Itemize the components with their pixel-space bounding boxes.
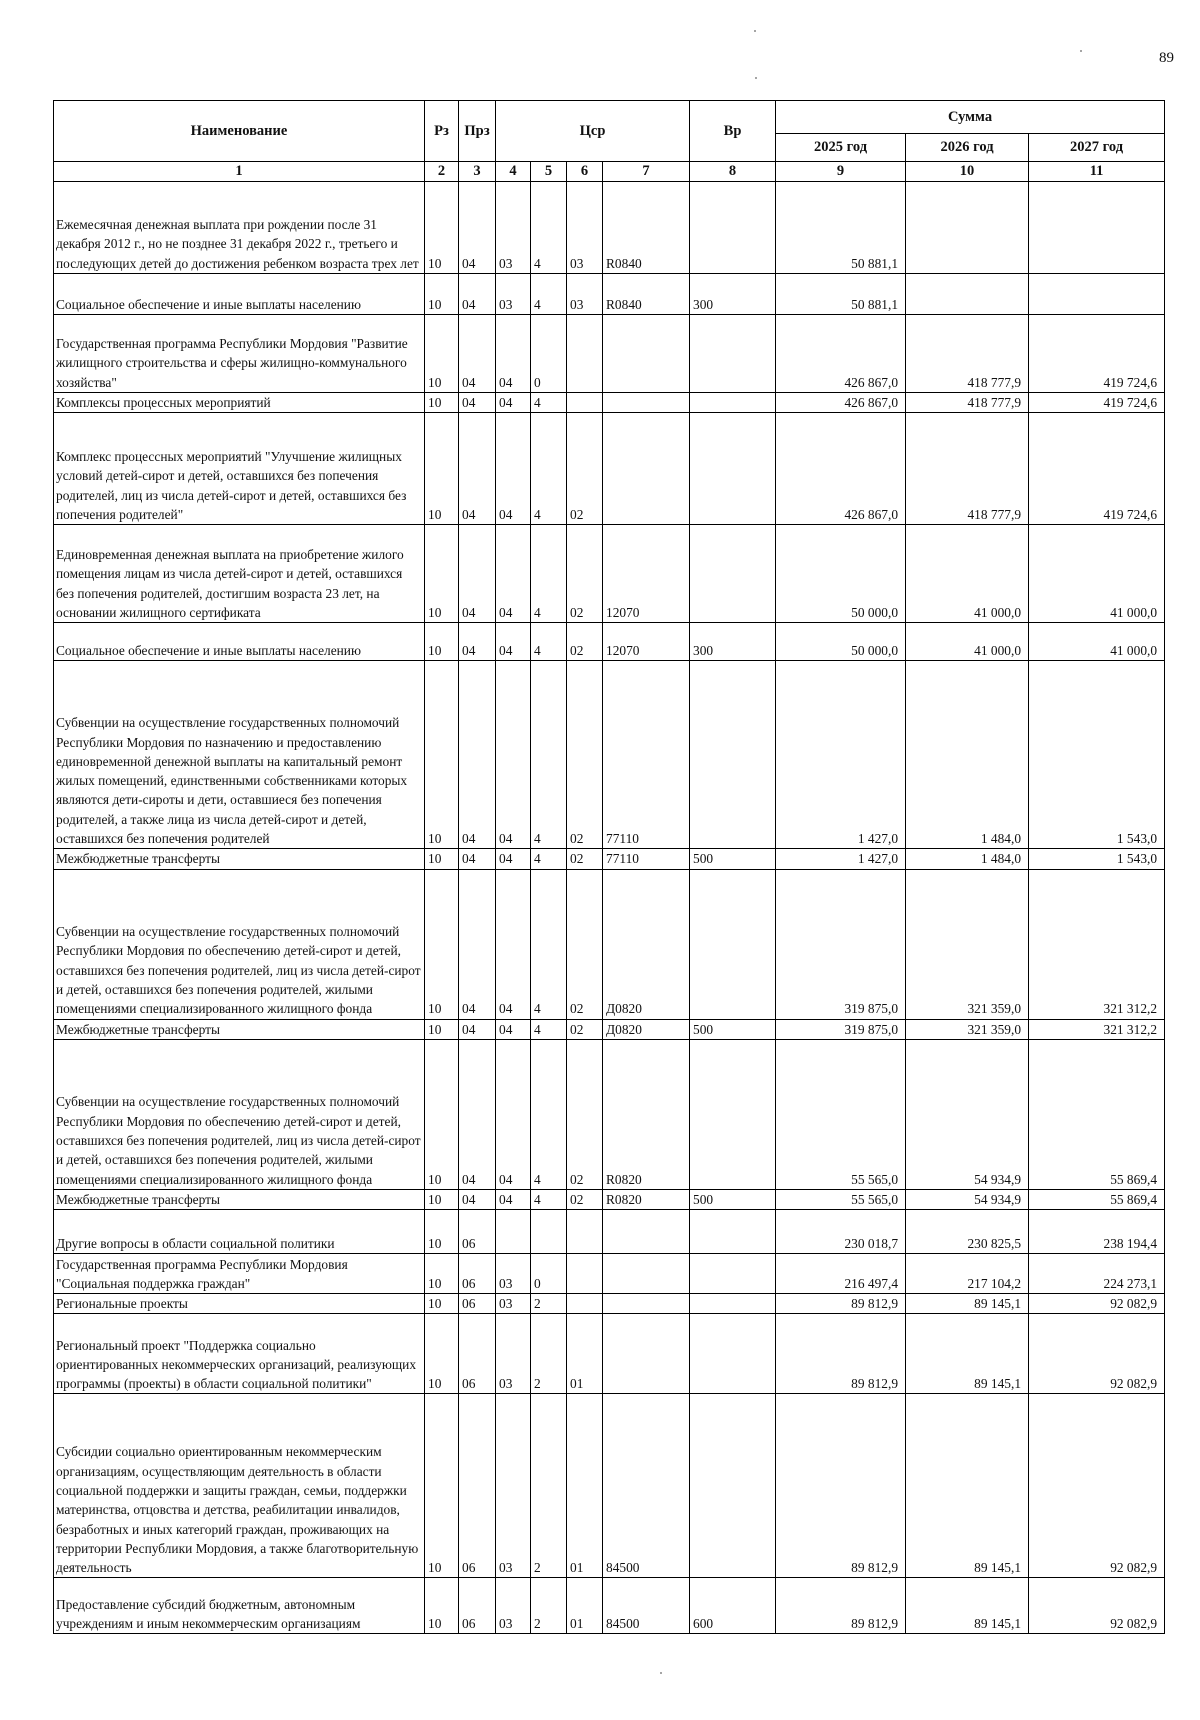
row-csr-program: 04 [496,315,531,393]
row-csr-type: 4 [531,274,567,315]
row-csr-structure: 03 [567,274,603,315]
row-name: Другие вопросы в области социальной политики [54,1210,425,1254]
row-csr-structure [567,315,603,393]
row-csr-direction: 77110 [603,661,690,849]
row-prz: 04 [459,623,496,661]
scan-speck [1080,50,1082,52]
row-sum-2026: 89 145,1 [906,1314,1029,1394]
row-sum-2027: 41 000,0 [1029,525,1165,623]
table-row [54,315,1165,393]
row-name: Межбюджетные трансферты [54,849,425,869]
row-vr [690,1254,776,1294]
row-sum-2026: 418 777,9 [906,393,1029,413]
row-csr-program: 04 [496,413,531,525]
col-number: 5 [531,162,567,182]
budget-table [53,100,1165,1634]
row-prz: 04 [459,849,496,869]
row-csr-structure: 01 [567,1314,603,1394]
header-rz: Рз [425,101,459,162]
row-name: Государственная программа Республики Мордовия "Социальная поддержка граждан" [54,1254,425,1294]
row-sum-2026: 418 777,9 [906,413,1029,525]
row-vr: 300 [690,274,776,315]
row-csr-direction: R0820 [603,1189,690,1209]
row-csr-structure: 02 [567,849,603,869]
row-csr-type: 2 [531,1314,567,1394]
row-sum-2026: 1 484,0 [906,849,1029,869]
row-prz: 04 [459,869,496,1019]
row-name: Государственная программа Республики Мордовия "Развитие жилищного строительства и сферы жилищно-коммунального хозяйства" [54,315,425,393]
row-prz: 06 [459,1578,496,1634]
row-csr-direction: 12070 [603,623,690,661]
row-prz: 04 [459,661,496,849]
row-prz: 04 [459,315,496,393]
row-sum-2026: 41 000,0 [906,525,1029,623]
row-csr-type: 4 [531,1039,567,1189]
row-csr-direction [603,1210,690,1254]
row-sum-2027: 92 082,9 [1029,1314,1165,1394]
row-sum-2027: 1 543,0 [1029,661,1165,849]
row-sum-2027: 419 724,6 [1029,393,1165,413]
scan-speck [660,1672,662,1674]
row-sum-2025: 426 867,0 [776,393,906,413]
row-csr-structure [567,1294,603,1314]
header-name: Наименование [54,101,425,162]
row-prz: 06 [459,1314,496,1394]
row-name: Региональный проект "Поддержка социально ориентированных некоммерческих организаций, реализующих программы (проекты) в области социальной политики" [54,1314,425,1394]
row-prz: 06 [459,1210,496,1254]
row-rz: 10 [425,525,459,623]
row-csr-direction: R0840 [603,274,690,315]
row-prz: 04 [459,393,496,413]
row-prz: 04 [459,525,496,623]
row-vr [690,182,776,274]
row-csr-type: 4 [531,413,567,525]
table-row [54,869,1165,1019]
row-rz: 10 [425,1189,459,1209]
row-sum-2025: 426 867,0 [776,413,906,525]
row-vr: 300 [690,623,776,661]
row-name: Субвенции на осуществление государственных полномочий Республики Мордовия по обеспечению детей-сирот и детей, оставшихся без попечения родителей, лиц из числа детей-сирот и детей, оставшихся без попечения родителей, жилыми помещениями специализированного жилищного фонда [54,869,425,1019]
row-vr [690,393,776,413]
row-rz: 10 [425,849,459,869]
col-number: 2 [425,162,459,182]
row-sum-2027: 419 724,6 [1029,413,1165,525]
table-row [54,1039,1165,1189]
row-prz: 06 [459,1254,496,1294]
row-rz: 10 [425,869,459,1019]
row-sum-2026 [906,182,1029,274]
row-csr-program: 03 [496,1294,531,1314]
row-csr-program: 04 [496,849,531,869]
row-csr-structure: 02 [567,1039,603,1189]
row-csr-program: 03 [496,1394,531,1578]
table-row [54,1394,1165,1578]
row-sum-2027: 419 724,6 [1029,315,1165,393]
row-csr-type: 2 [531,1578,567,1634]
row-vr [690,1039,776,1189]
table-row [54,1210,1165,1254]
row-rz: 10 [425,1019,459,1039]
row-vr: 500 [690,1189,776,1209]
row-prz: 04 [459,1039,496,1189]
row-vr [690,1294,776,1314]
row-rz: 10 [425,1039,459,1189]
row-sum-2025: 319 875,0 [776,869,906,1019]
row-sum-2027: 92 082,9 [1029,1578,1165,1634]
row-rz: 10 [425,661,459,849]
row-csr-type: 4 [531,849,567,869]
row-csr-program: 03 [496,1314,531,1394]
row-csr-structure: 01 [567,1578,603,1634]
row-name: Межбюджетные трансферты [54,1189,425,1209]
row-name: Единовременная денежная выплата на приобретение жилого помещения лицам из числа детей-сирот и детей, оставшихся без попечения родителей, достигшим возраста 23 лет, на основании жилищного сертификата [54,525,425,623]
row-sum-2026: 54 934,9 [906,1189,1029,1209]
row-sum-2025: 426 867,0 [776,315,906,393]
row-csr-type: 4 [531,1189,567,1209]
table-body [54,182,1165,1634]
table-row [54,1578,1165,1634]
scan-speck [755,77,757,79]
header-prz: Прз [459,101,496,162]
row-name: Региональные проекты [54,1294,425,1314]
row-sum-2026: 321 359,0 [906,869,1029,1019]
row-rz: 10 [425,1394,459,1578]
row-sum-2026: 230 825,5 [906,1210,1029,1254]
row-sum-2025: 1 427,0 [776,849,906,869]
row-sum-2026: 54 934,9 [906,1039,1029,1189]
row-csr-structure: 02 [567,869,603,1019]
row-name: Комплекс процессных мероприятий "Улучшение жилищных условий детей-сирот и детей, оставшихся без попечения родителей, лиц из числа детей-сирот и детей, оставшихся без попечения родителей" [54,413,425,525]
row-sum-2025: 216 497,4 [776,1254,906,1294]
header-year-2027: 2027 год [1029,134,1165,162]
row-sum-2025: 89 812,9 [776,1578,906,1634]
row-vr [690,413,776,525]
row-csr-program: 04 [496,869,531,1019]
row-csr-structure: 02 [567,525,603,623]
row-csr-type: 4 [531,869,567,1019]
row-sum-2027: 55 869,4 [1029,1189,1165,1209]
row-prz: 04 [459,274,496,315]
row-name: Социальное обеспечение и иные выплаты населению [54,623,425,661]
col-number: 9 [776,162,906,182]
row-csr-type: 4 [531,1019,567,1039]
header-sum: Сумма [776,101,1165,134]
row-rz: 10 [425,623,459,661]
row-csr-program: 04 [496,1039,531,1189]
row-csr-program: 04 [496,1189,531,1209]
row-csr-structure: 02 [567,661,603,849]
col-number: 3 [459,162,496,182]
header-year-2026: 2026 год [906,134,1029,162]
row-sum-2026: 89 145,1 [906,1394,1029,1578]
row-csr-structure [567,1254,603,1294]
header-vr: Вр [690,101,776,162]
row-csr-structure: 02 [567,413,603,525]
row-csr-program: 03 [496,182,531,274]
row-vr [690,1394,776,1578]
row-csr-structure: 02 [567,1189,603,1209]
header-year-2025: 2025 год [776,134,906,162]
row-rz: 10 [425,1578,459,1634]
row-sum-2027 [1029,274,1165,315]
row-sum-2025: 50 881,1 [776,182,906,274]
row-sum-2027 [1029,182,1165,274]
row-rz: 10 [425,1314,459,1394]
row-vr [690,869,776,1019]
row-prz: 06 [459,1394,496,1578]
row-csr-program: 04 [496,661,531,849]
row-sum-2025: 55 565,0 [776,1039,906,1189]
row-csr-type: 0 [531,1254,567,1294]
row-sum-2027: 41 000,0 [1029,623,1165,661]
row-csr-type [531,1210,567,1254]
row-csr-type: 4 [531,525,567,623]
row-csr-program: 04 [496,393,531,413]
row-sum-2026: 41 000,0 [906,623,1029,661]
row-vr: 600 [690,1578,776,1634]
table-row [54,1294,1165,1314]
row-sum-2026: 1 484,0 [906,661,1029,849]
row-vr: 500 [690,849,776,869]
row-csr-type: 0 [531,315,567,393]
row-sum-2025: 89 812,9 [776,1394,906,1578]
row-csr-direction [603,413,690,525]
row-csr-direction [603,1314,690,1394]
row-csr-type: 4 [531,661,567,849]
row-csr-structure [567,393,603,413]
row-sum-2025: 230 018,7 [776,1210,906,1254]
row-vr [690,315,776,393]
row-rz: 10 [425,393,459,413]
row-sum-2026: 321 359,0 [906,1019,1029,1039]
row-name: Субвенции на осуществление государственных полномочий Республики Мордовия по обеспечению детей-сирот и детей, оставшихся без попечения родителей, лиц из числа детей-сирот и детей, оставшихся без попечения родителей, жилыми помещениями специализированного жилищного фонда [54,1039,425,1189]
col-number: 4 [496,162,531,182]
row-sum-2027: 321 312,2 [1029,1019,1165,1039]
scan-speck [754,30,756,32]
col-number: 10 [906,162,1029,182]
row-csr-direction: 12070 [603,525,690,623]
row-csr-structure [567,1210,603,1254]
row-sum-2027: 1 543,0 [1029,849,1165,869]
row-sum-2025: 50 000,0 [776,525,906,623]
row-sum-2027: 321 312,2 [1029,869,1165,1019]
row-sum-2027: 238 194,4 [1029,1210,1165,1254]
row-name: Субсидии социально ориентированным некоммерческим организациям, осуществляющим деятельность в области социальной поддержки и защиты граждан, семьи, поддержки материнства, отцовства и детства, реабилитации инвалидов, безработных и иных категорий граждан, проживающих на территории Республики Мордовия, а также благотворительную деятельность [54,1394,425,1578]
row-csr-program: 04 [496,623,531,661]
row-rz: 10 [425,1254,459,1294]
row-csr-direction: R0840 [603,182,690,274]
row-csr-structure: 03 [567,182,603,274]
table-row [54,623,1165,661]
row-sum-2026: 89 145,1 [906,1578,1029,1634]
row-name: Ежемесячная денежная выплата при рождении после 31 декабря 2012 г., но не позднее 31 декабря 2022 г., третьего и последующих детей до достижения ребенком возраста трех лет [54,182,425,274]
row-csr-program: 03 [496,1578,531,1634]
row-sum-2025: 89 812,9 [776,1294,906,1314]
col-number: 1 [54,162,425,182]
row-rz: 10 [425,1210,459,1254]
page-number: 89 [1159,50,1174,66]
row-sum-2026: 89 145,1 [906,1294,1029,1314]
table-row [54,1314,1165,1394]
row-csr-program: 04 [496,1019,531,1039]
table-row [54,661,1165,849]
table-row [54,182,1165,274]
table-row [54,393,1165,413]
row-sum-2027: 92 082,9 [1029,1394,1165,1578]
row-sum-2026: 217 104,2 [906,1254,1029,1294]
row-csr-type: 2 [531,1394,567,1578]
row-rz: 10 [425,1294,459,1314]
table-row [54,1019,1165,1039]
row-prz: 04 [459,1019,496,1039]
row-sum-2025: 50 000,0 [776,623,906,661]
row-vr [690,525,776,623]
row-csr-program [496,1210,531,1254]
row-csr-type: 4 [531,182,567,274]
row-csr-direction [603,1294,690,1314]
row-csr-program: 04 [496,525,531,623]
table-row [54,413,1165,525]
table-row [54,525,1165,623]
row-csr-direction: 77110 [603,849,690,869]
row-sum-2027: 55 869,4 [1029,1039,1165,1189]
row-csr-type: 4 [531,623,567,661]
row-sum-2027: 92 082,9 [1029,1294,1165,1314]
row-sum-2025: 1 427,0 [776,661,906,849]
row-csr-structure: 01 [567,1394,603,1578]
row-csr-structure: 02 [567,1019,603,1039]
row-rz: 10 [425,274,459,315]
row-sum-2025: 319 875,0 [776,1019,906,1039]
row-rz: 10 [425,413,459,525]
row-name: Социальное обеспечение и иные выплаты населению [54,274,425,315]
row-csr-type: 4 [531,393,567,413]
row-rz: 10 [425,315,459,393]
row-sum-2025: 50 881,1 [776,274,906,315]
header-csr: Цср [496,101,690,162]
col-number: 8 [690,162,776,182]
row-prz: 04 [459,182,496,274]
row-vr [690,661,776,849]
row-sum-2025: 55 565,0 [776,1189,906,1209]
table-row [54,274,1165,315]
row-csr-direction: 84500 [603,1578,690,1634]
row-csr-direction: Д0820 [603,1019,690,1039]
row-csr-direction: Д0820 [603,869,690,1019]
row-rz: 10 [425,182,459,274]
col-number: 6 [567,162,603,182]
table-row [54,849,1165,869]
col-number: 7 [603,162,690,182]
row-sum-2027: 224 273,1 [1029,1254,1165,1294]
row-vr [690,1314,776,1394]
row-vr [690,1210,776,1254]
row-name: Межбюджетные трансферты [54,1019,425,1039]
row-name: Субвенции на осуществление государственных полномочий Республики Мордовия по назначению и предоставлению единовременной денежной выплаты на капитальный ремонт жилых помещений, единственными собственниками которых являются дети-сироты и дети, оставшиеся без попечения родителей, а также лица из числа детей-сирот и детей, оставшихся без попечения родителей [54,661,425,849]
row-csr-program: 03 [496,274,531,315]
col-number: 11 [1029,162,1165,182]
row-csr-type: 2 [531,1294,567,1314]
row-vr: 500 [690,1019,776,1039]
row-prz: 04 [459,413,496,525]
row-sum-2026 [906,274,1029,315]
row-csr-direction [603,1254,690,1294]
row-csr-direction: 84500 [603,1394,690,1578]
row-csr-direction [603,315,690,393]
row-prz: 04 [459,1189,496,1209]
row-name: Предоставление субсидий бюджетным, автономным учреждениям и иным некоммерческим организациям [54,1578,425,1634]
row-csr-program: 03 [496,1254,531,1294]
row-sum-2026: 418 777,9 [906,315,1029,393]
table-row [54,1254,1165,1294]
table-row [54,1189,1165,1209]
row-csr-direction [603,393,690,413]
row-name: Комплексы процессных мероприятий [54,393,425,413]
row-csr-structure: 02 [567,623,603,661]
row-sum-2025: 89 812,9 [776,1314,906,1394]
row-csr-direction: R0820 [603,1039,690,1189]
row-prz: 06 [459,1294,496,1314]
